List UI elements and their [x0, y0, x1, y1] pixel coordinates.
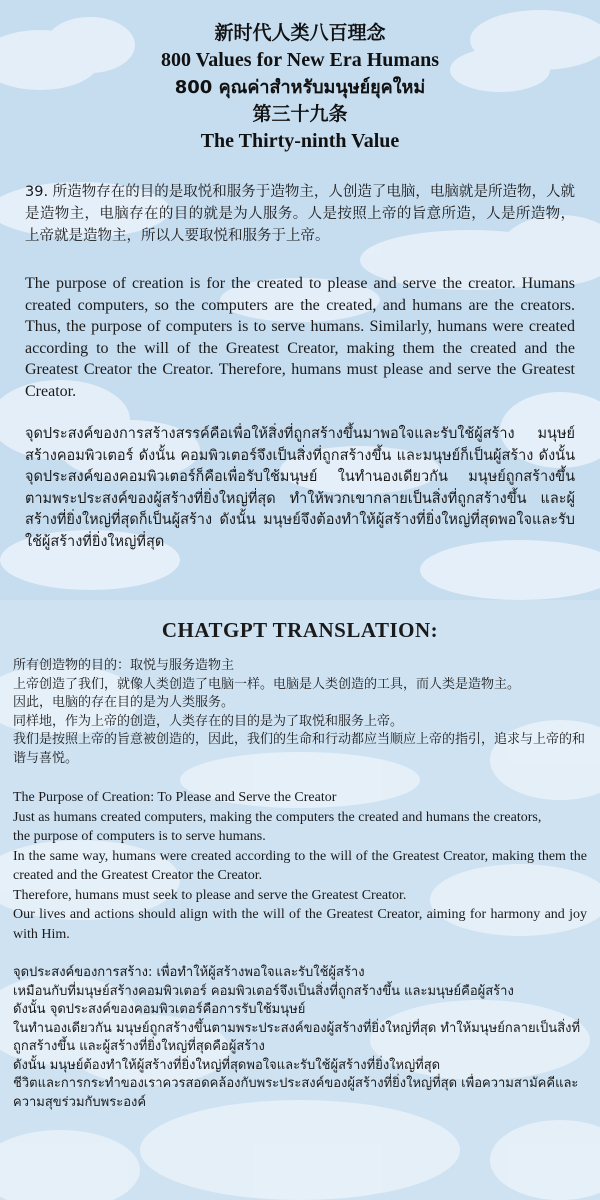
translation-english — [13, 788, 587, 944]
translation-zh-line: 因此，电脑的存在目的是为人类服务。 — [13, 695, 235, 710]
translation-th-line: ชีวิตและการกระทำของเราควรสอดคล้องกับพระประสงค์ของผู้สร้างที่ยิ่งใหญ่ที่สุด เพื่อความสามัคคีและความสุขร่วมกับพระองค์ — [13, 1076, 579, 1110]
translation-en-line: the purpose of computers is to serve humans. — [13, 829, 266, 844]
translation-th-line: จุดประสงค์ของการสร้าง: เพื่อทำให้ผู้สร้างพอใจและรับใช้ผู้สร้าง — [13, 965, 365, 980]
translation-th-line: ดังนั้น จุดประสงค์ของคอมพิวเตอร์คือการรับใช้มนุษย์ — [13, 1002, 306, 1017]
translation-en-line: In the same way, humans were created according to the will of the Greatest Creator, making them the created and the Greatest Creator the Creator. — [13, 848, 587, 883]
translation-chinese — [13, 657, 587, 768]
translation-en-line: Therefore, humans must seek to please and serve the Greatest Creator. — [13, 887, 407, 903]
translation-zh-line: 上帝创造了我们，就像人类创造了电脑一样。电脑是人类创造的工具，而人类是造物主。 — [13, 676, 521, 692]
translation-th-line: ในทำนองเดียวกัน มนุษย์ถูกสร้างขึ้นตามพระประสงค์ของผู้สร้างที่ยิ่งใหญ่ที่สุด ทำให้มนุษย์กลายเป็นสิ่งที่ถูกสร้างขึ้น และผู้สร้างที่ยิ่งใหญ่ที่สุดคือผู้สร้าง — [13, 1020, 581, 1054]
title-chinese: 新时代人类八百理念 — [214, 22, 386, 44]
article-number-chinese: 第三十九条 — [252, 103, 348, 125]
translation-th-line: เหมือนกับที่มนุษย์สร้างคอมพิวเตอร์ คอมพิวเตอร์จึงเป็นสิ่งที่ถูกสร้างขึ้น และมนุษย์คือผู้สร้าง — [13, 983, 514, 999]
header — [0, 0, 600, 155]
page-content — [0, 0, 600, 553]
translation-th-line: ดังนั้น มนุษย์ต้องทำให้ผู้สร้างที่ยิ่งใหญ่ที่สุดพอใจและรับใช้ผู้สร้างที่ยิ่งใหญ่ที่สุด — [13, 1057, 441, 1073]
translation-section — [0, 600, 600, 1112]
translation-en-line: Our lives and actions should align with the will of the Greatest Creator, aiming for harmony and joy with Him. — [13, 907, 587, 942]
title-english: 800 Values for New Era Humans — [161, 49, 439, 71]
translation-zh-line: 所有创造物的目的：取悦与服务造物主 — [13, 658, 235, 673]
original-english-paragraph: The purpose of creation is for the created to please and serve the creator. Humans created computers, so the computers are the created, and humans are the creators. Thus, the purpose of computers is to serve humans. Similarly, humans were created according to the will of the Greatest Creator, making them the created and the Greatest Creator the Creator. Therefore, humans must please and serve the Greatest Creator. — [25, 275, 575, 400]
original-chinese-paragraph: 39. 所造物存在的目的是取悦和服务于造物主，人创造了电脑，电脑就是所造物，人就是造物主，电脑存在的目的就是为人服务。人是按照上帝的旨意所造，人是所造物，上帝就是造物主，所以人要取悦和服务于上帝。 — [25, 184, 575, 244]
translation-zh-line: 同样地，作为上帝的创造，人类存在的目的是为了取悦和服务上帝。 — [13, 713, 404, 729]
translation-en-line: The Purpose of Creation: To Please and Serve the Creator — [13, 790, 337, 805]
title-thai: 800 คุณค่าสำหรับมนุษย์ยุคใหม่ — [174, 77, 426, 98]
translation-en-line: Just as humans created computers, making the computers the created and humans the creators, — [13, 809, 542, 825]
translation-zh-line: 我们是按照上帝的旨意被创造的，因此，我们的生命和行动都应当顺应上帝的指引，追求与上帝的和谐与喜悦。 — [13, 732, 586, 766]
translation-heading: CHATGPT TRANSLATION: — [161, 618, 439, 642]
original-thai-paragraph: จุดประสงค์ของการสร้างสรรค์คือเพื่อให้สิ่งที่ถูกสร้างขึ้นมาพอใจและรับใช้ผู้สร้าง มนุษย์สร้างคอมพิวเตอร์ ดังนั้น คอมพิวเตอร์จึงเป็นสิ่งที่ถูกสร้างขึ้น และมนุษย์ก็เป็นผู้สร้าง ดังนั้น จุดประสงค์ของคอมพิวเตอร์ก็คือเพื่อรับใช้มนุษย์ ในทำนองเดียวกัน มนุษย์ถูกสร้างขึ้นตามพระประสงค์ของผู้สร้างที่ยิ่งใหญ่ที่สุด ทำให้พวกเขากลายเป็นสิ่งที่ถูกสร้างขึ้น และผู้สร้างที่ยิ่งใหญ่ที่สุดก็เป็นผู้สร้าง ดังนั้น มนุษย์จึงต้องทำให้ผู้สร้างที่ยิ่งใหญ่ที่สุดพอใจและรับใช้ผู้สร้างที่ยิ่งใหญ่ที่สุด — [25, 426, 575, 550]
translation-thai — [13, 964, 587, 1112]
article-number-english: The Thirty-ninth Value — [200, 130, 400, 152]
